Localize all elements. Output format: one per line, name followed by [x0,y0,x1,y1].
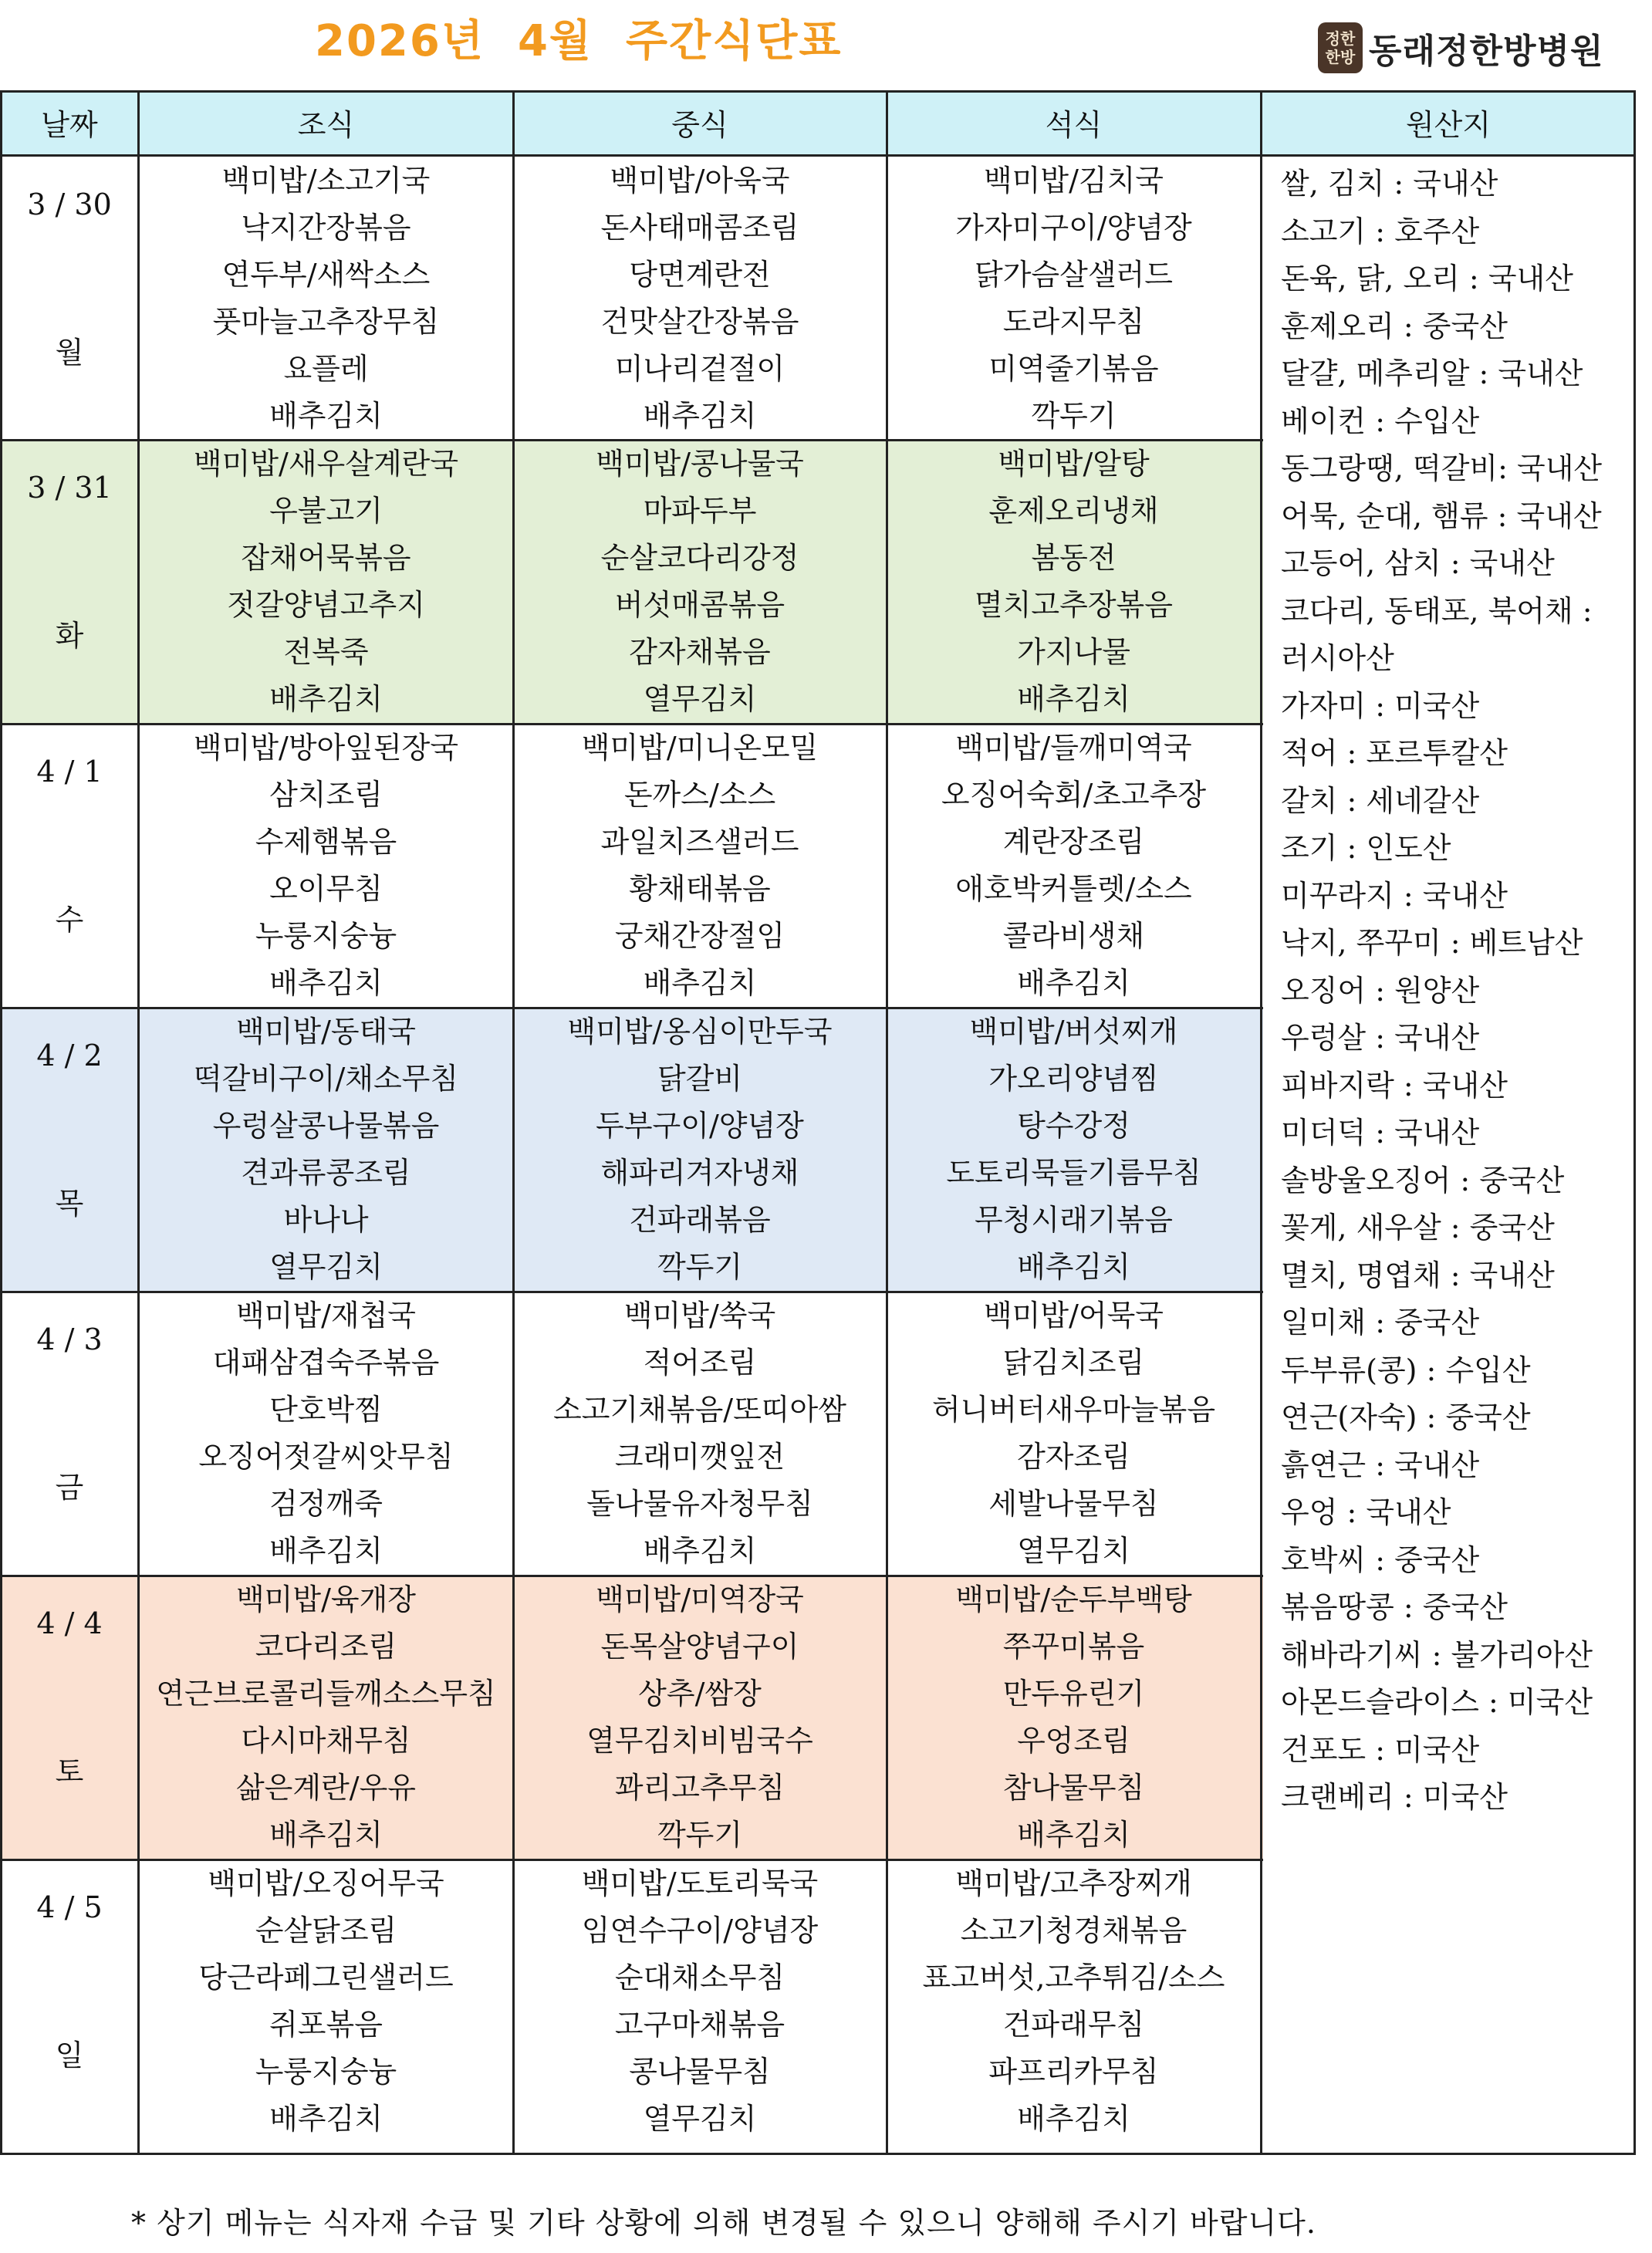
menu-item: 떡갈비구이/채소무침 [193,1062,459,1096]
menu-item: 파프리카무침 [988,2055,1159,2089]
menu-item: 순살코다리강정 [600,541,799,575]
menu-item: 감자채볶음 [629,635,771,669]
origin-item: 조기 : 인도산 [1281,831,1451,865]
origin-item: 멸치, 명엽채 : 국내산 [1281,1258,1555,1292]
day-weekday: 일 [55,2039,84,2072]
lunch-menu [513,1860,887,2143]
menu-item: 우렁살콩나물볶음 [212,1109,440,1143]
menu-item: 가오리양념찜 [988,1062,1159,1096]
menu-item: 과일치즈샐러드 [600,825,799,859]
menu-item: 백미밥/들깨미역국 [955,731,1192,765]
menu-item: 백미밥/고추장찌개 [955,1866,1192,1900]
menu-item: 검정깨죽 [269,1487,383,1521]
origin-item: 꽃게, 새우살 : 중국산 [1281,1211,1555,1245]
dinner-menu [887,441,1261,723]
seal-icon [1318,22,1363,73]
menu-item: 배추김치 [269,1818,383,1852]
menu-item: 배추김치 [1017,2102,1130,2136]
breakfast-menu [139,1860,513,2143]
menu-item: 당근라페그린샐러드 [198,1961,454,1995]
menu-item: 배추김치 [269,2102,383,2136]
menu-item: 바나나 [283,1203,369,1237]
menu-item: 도라지무침 [1002,305,1145,339]
menu-item: 백미밥/소고기국 [221,164,431,198]
menu-item: 열무김치 [643,2102,757,2136]
menu-item: 백미밥/순두부백탕 [955,1583,1192,1616]
day-date: 3 / 30 [27,187,112,221]
origin-item: 갈치 : 세네갈산 [1281,783,1480,818]
origin-item: 미더덕 : 국내산 [1281,1116,1480,1150]
menu-item: 백미밥/어묵국 [983,1299,1164,1333]
menu-item: 백미밥/미니온모밀 [581,731,819,765]
seal-text-bottom: 한방 [1325,48,1356,66]
origin-item: 러시아산 [1281,641,1394,675]
dinner-menu [887,1292,1261,1575]
day-date: 3 / 31 [27,471,112,505]
menu-item: 백미밥/아욱국 [610,164,790,198]
menu-item: 배추김치 [643,966,757,1000]
menu-item: 대패삼겹숙주볶음 [212,1346,440,1380]
origin-item: 코다리, 동태포, 북어채 : [1281,593,1593,628]
menu-item: 궁채간장절임 [614,919,785,953]
menu-item: 감자조림 [1017,1440,1130,1474]
menu-item: 소고기채볶음/또띠아쌈 [553,1393,846,1427]
origin-item: 돈육, 닭, 오리 : 국내산 [1281,262,1573,296]
menu-item: 백미밥/동태국 [235,1015,417,1049]
breakfast-menu [139,1576,513,1859]
hospital-name: 동래정한방병원 [1369,32,1604,71]
lunch-menu [513,725,887,1007]
day-date: 4 / 5 [36,1890,103,1924]
lunch-menu [513,1576,887,1859]
menu-item: 배추김치 [269,966,383,1000]
origin-item: 미꾸라지 : 국내산 [1281,878,1508,913]
origin-item: 피바지락 : 국내산 [1281,1068,1508,1103]
menu-item: 돈사태매콤조림 [600,211,799,245]
menu-item: 깍두기 [1031,399,1117,433]
menu-item: 황채태볶음 [629,872,771,906]
origin-item: 연근(자숙) : 중국산 [1281,1400,1531,1434]
menu-item: 열무김치 [643,682,757,716]
menu-item: 백미밥/콩나물국 [596,447,804,481]
menu-item: 건파래무침 [1002,2008,1145,2042]
origin-item: 호박씨 : 중국산 [1281,1542,1480,1577]
breakfast-menu [139,725,513,1007]
origin-item: 적어 : 포르투칼산 [1281,736,1508,770]
col-header-lunch: 중식 [513,90,887,157]
menu-item: 콩나물무침 [629,2055,771,2089]
menu-item: 배추김치 [1017,1818,1130,1852]
menu-item: 배추김치 [1017,682,1130,716]
day-weekday: 화 [55,619,84,653]
footnote: * 상기 메뉴는 식자재 수급 및 기타 상황에 의해 변경될 수 있으니 양해해 주시기 바랍니다. [131,2206,1316,2240]
menu-item: 오징어숙회/초고추장 [941,778,1207,812]
origin-item: 볶음땅콩 : 중국산 [1281,1590,1508,1624]
menu-item: 백미밥/알탕 [998,447,1150,481]
menu-item: 백미밥/김치국 [983,164,1164,198]
page-title: 2026년 4월 주간식단표 [315,16,843,66]
menu-item: 백미밥/방아잎된장국 [193,731,459,765]
menu-item: 누룽지숭늉 [255,2055,397,2089]
menu-item: 가지나물 [1017,635,1130,669]
menu-item: 백미밥/재첩국 [235,1299,417,1333]
menu-item: 닭김치조림 [1002,1346,1145,1380]
origin-item: 해바라기씨 : 불가리아산 [1281,1637,1593,1672]
origin-item: 크랜베리 : 미국산 [1281,1780,1508,1814]
menu-item: 누룽지숭늉 [255,919,397,953]
origin-item: 오징어 : 원양산 [1281,973,1480,1008]
menu-item: 미나리겉절이 [614,352,785,386]
seal-text-top: 정한 [1325,29,1356,48]
menu-item: 낙지간장볶음 [241,211,411,245]
origin-item: 가자미 : 미국산 [1281,688,1480,723]
menu-item: 쭈꾸미볶음 [1002,1630,1145,1664]
origin-list [1281,160,1636,1822]
menu-item: 참나물무침 [1002,1771,1145,1805]
menu-item: 열무김치 [1017,1534,1130,1568]
origin-item: 베이컨 : 수입산 [1281,404,1480,438]
origin-item: 건포도 : 미국산 [1281,1732,1480,1767]
menu-item: 미역줄기볶음 [988,352,1159,386]
menu-item: 열무김치 [269,1250,383,1284]
menu-item: 상추/쌈장 [638,1677,762,1711]
menu-item: 닭갈비 [657,1062,743,1096]
menu-item: 해파리겨자냉채 [600,1156,799,1190]
menu-item: 배추김치 [269,399,383,433]
menu-item: 돌나물유자청무침 [586,1487,813,1521]
menu-item: 적어조림 [643,1346,757,1380]
menu-item: 콜라비생채 [1002,919,1145,953]
origin-item: 두부류(콩) : 수입산 [1281,1353,1531,1387]
menu-item: 도토리묵들기름무침 [946,1156,1201,1190]
menu-item: 견과류콩조림 [241,1156,411,1190]
menu-item: 표고버섯,고추튀김/소스 [922,1961,1225,1995]
menu-item: 당면계란전 [629,258,771,292]
menu-item: 백미밥/도토리묵국 [581,1866,819,1900]
day-weekday: 금 [55,1471,84,1505]
menu-item: 다시마채무침 [241,1724,411,1758]
menu-item: 꽈리고추무침 [614,1771,785,1805]
menu-item: 세발나물무침 [988,1487,1159,1521]
menu-item: 돈까스/소스 [623,778,776,812]
menu-item: 백미밥/쑥국 [623,1299,776,1333]
menu-item: 요플레 [283,352,369,386]
col-header-date: 날짜 [0,90,139,157]
origin-item: 소고기 : 호주산 [1281,214,1480,248]
menu-item: 멸치고추장볶음 [975,588,1173,622]
menu-item: 순대채소무침 [614,1961,785,1995]
origin-item: 아몬드슬라이스 : 미국산 [1281,1685,1593,1719]
col-header-breakfast: 조식 [139,90,513,157]
breakfast-menu [139,157,513,440]
menu-item: 깍두기 [657,1818,743,1852]
origin-item: 우렁살 : 국내산 [1281,1021,1480,1055]
menu-item: 단호박찜 [269,1393,383,1427]
menu-item: 건파래볶음 [629,1203,771,1237]
menu-item: 젓갈양념고추지 [227,588,425,622]
day-weekday: 토 [55,1755,84,1789]
menu-item: 계란장조림 [1002,825,1145,859]
menu-item: 만두유린기 [1002,1677,1145,1711]
menu-item: 코다리조림 [255,1630,397,1664]
menu-item: 쥐포볶음 [269,2008,383,2042]
menu-item: 두부구이/양념장 [596,1109,804,1143]
menu-item: 배추김치 [269,1534,383,1568]
menu-item: 전복죽 [283,635,369,669]
menu-item: 애호박커틀렛/소스 [955,872,1192,906]
menu-item: 크래미깻잎전 [614,1440,785,1474]
menu-item: 배추김치 [1017,966,1130,1000]
menu-item: 배추김치 [643,399,757,433]
hospital-logo [1318,22,1604,74]
col-header-origin: 원산지 [1261,90,1636,157]
origin-item: 어묵, 순대, 햄류 : 국내산 [1281,498,1602,533]
dinner-menu [887,725,1261,1007]
menu-item: 배추김치 [1017,1250,1130,1284]
menu-item: 허니버터새우마늘볶음 [931,1393,1216,1427]
menu-item: 백미밥/옹심이만두국 [567,1015,833,1049]
menu-item: 백미밥/육개장 [235,1583,417,1616]
breakfast-menu [139,441,513,723]
lunch-menu [513,1008,887,1291]
day-weekday: 목 [55,1187,84,1221]
menu-item: 순살닭조림 [255,1914,397,1947]
dinner-menu [887,1008,1261,1291]
origin-item: 쌀, 김치 : 국내산 [1281,167,1498,201]
lunch-menu [513,441,887,723]
origin-item: 솔방울오징어 : 중국산 [1281,1163,1565,1197]
origin-item: 흙연근 : 국내산 [1281,1447,1480,1482]
menu-item: 닭가슴살샐러드 [975,258,1173,292]
day-date: 4 / 1 [36,755,103,789]
menu-item: 오징어젓갈씨앗무침 [198,1440,454,1474]
menu-item: 배추김치 [269,682,383,716]
origin-item: 고등어, 삼치 : 국내산 [1281,546,1555,580]
menu-item: 풋마늘고추장무침 [212,305,440,339]
menu-item: 임연수구이/양념장 [581,1914,819,1947]
menu-item: 열무김치비빔국수 [586,1724,813,1758]
dinner-menu [887,157,1261,440]
origin-item: 달걀, 메추리알 : 국내산 [1281,356,1583,390]
menu-item: 훈제오리냉채 [988,494,1159,528]
menu-item: 가자미구이/양념장 [955,211,1192,245]
menu-item: 우불고기 [269,494,383,528]
lunch-menu [513,157,887,440]
menu-item: 고구마채볶음 [614,2008,785,2042]
menu-item: 마파두부 [643,494,757,528]
origin-item: 우엉 : 국내산 [1281,1495,1451,1529]
menu-item: 연두부/새싹소스 [221,258,431,292]
origin-item: 낙지, 쭈꾸미 : 베트남산 [1281,926,1583,960]
dinner-menu [887,1860,1261,2143]
menu-item: 삶은계란/우유 [235,1771,417,1805]
menu-item: 버섯매콤볶음 [614,588,785,622]
menu-item: 우엉조림 [1017,1724,1130,1758]
origin-item: 동그랑땡, 떡갈비: 국내산 [1281,451,1603,485]
menu-item: 배추김치 [643,1534,757,1568]
menu-item: 백미밥/미역장국 [596,1583,804,1616]
menu-item: 연근브로콜리들깨소스무침 [156,1677,496,1711]
breakfast-menu [139,1292,513,1575]
menu-item: 백미밥/새우살계란국 [193,447,459,481]
menu-item: 백미밥/오징어무국 [208,1866,444,1900]
dinner-menu [887,1576,1261,1859]
menu-item: 무청시래기볶음 [975,1203,1173,1237]
menu-item: 오이무침 [269,872,383,906]
menu-item: 깍두기 [657,1250,743,1284]
day-date: 4 / 4 [36,1606,103,1640]
menu-item: 소고기청경채볶음 [960,1914,1187,1947]
col-header-dinner: 석식 [887,90,1261,157]
menu-item: 잡채어묵볶음 [241,541,411,575]
day-date: 4 / 3 [36,1322,103,1356]
day-weekday: 월 [55,336,84,370]
menu-item: 탕수강정 [1017,1109,1130,1143]
menu-item: 삼치조림 [269,778,383,812]
breakfast-menu [139,1008,513,1291]
lunch-menu [513,1292,887,1575]
origin-item: 일미채 : 중국산 [1281,1306,1480,1339]
menu-item: 봄동전 [1031,541,1117,575]
day-weekday: 수 [55,903,84,937]
menu-item: 수제햄볶음 [255,825,397,859]
menu-item: 건맛살간장볶음 [600,305,799,339]
menu-item: 돈목살양념구이 [600,1630,799,1664]
day-date: 4 / 2 [36,1039,103,1072]
origin-item: 훈제오리 : 중국산 [1281,309,1508,343]
menu-item: 백미밥/버섯찌개 [969,1015,1178,1049]
